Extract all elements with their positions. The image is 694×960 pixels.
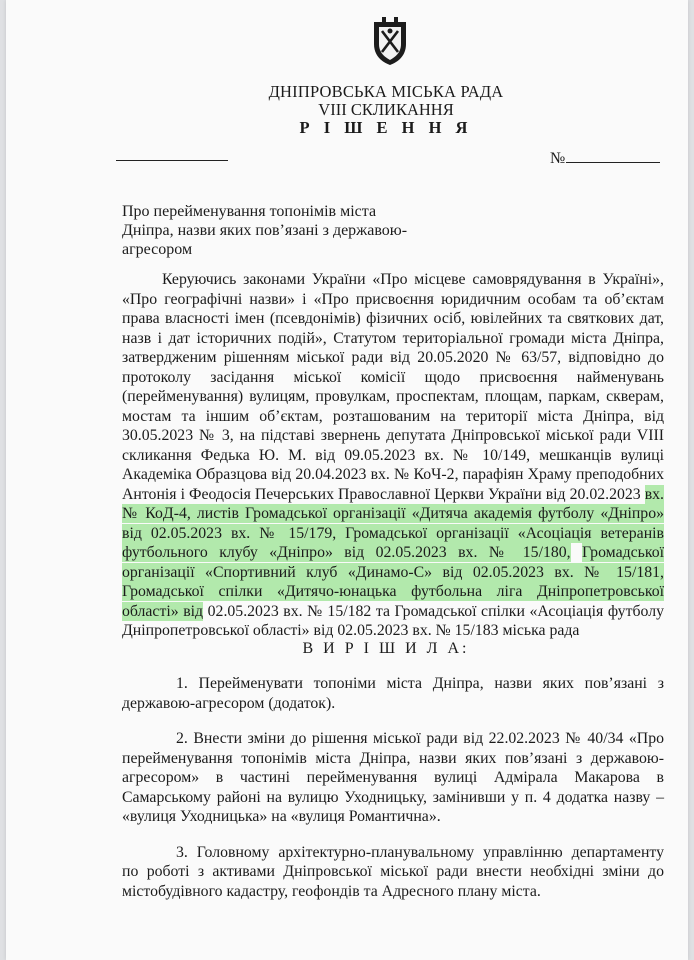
- resolved-heading: В И Р І Ш И Л А:: [302, 640, 470, 657]
- document-type: Р І Ш Е Н Н Я: [299, 118, 473, 137]
- number-label: №: [550, 150, 566, 167]
- decision-subject: Про перейменування топонімів міста Дніпра, назви яких пов’язані з державою-агресором: [122, 203, 408, 258]
- convocation: VIII СКЛИКАННЯ: [318, 100, 454, 119]
- decision-item: 2. Внести зміни до рішення міської ради від 22.02.2023 № 40/34 «Про перейменування топонімів міста Дніпра, назви яких пов’язані з державою-агресором» в частині перейменування вулиці Адмірала Макарова в Самарському районі на вулицю Уходницьку, замінивши у п. 4 додатка назву – «вулиця Уходницька» на «вулиця Романтична».: [122, 730, 664, 825]
- preamble-text: Керуючись законами України «Про місцеве самоврядування в Україні», «Про географічні назви» і «Про присвоєння юридичним особам та об’єктам права власності імен (псевдонімів) фізичних осіб, ювілейних та святкових дат, назв і дат історичних подій», Статутом територіальної громади міста Дніпра, затвердженим рішенням міської ради від 20.05.2020 № 63/57, відповідно до протоколу засідання міської комісії щодо присвоєння найменувань (перейменування) вулицям, провулкам, проспектам, площам, паркам, скверам, мостам та іншим об’єктам, розташованим на території міста Дніпра, від 30.05.2023 № 3, на підставі звернень депутата Дніпровської міської ради VIII скликання Федька Ю. М. від 09.05.2023 вх. № 10/149, мешканців вулиці Академіка Образцова від 20.04.2023 вх. № КоЧ-2, парафіян Храму преподобних Антонія і Феодосія Печерських Православної Церкви України від 20.02.2023: [122, 271, 664, 503]
- decision-item: 3. Головному архітектурно-планувальному управлінню департаменту по роботі з активами Дніпровської міської ради внести необхідні зміни до містобудівного кадастру, геофондів та Адресного плану міста.: [122, 843, 664, 900]
- number-blank-line: [566, 162, 660, 163]
- date-blank-line: [116, 160, 228, 161]
- preamble: [122, 270, 664, 641]
- decision-items: [122, 674, 664, 917]
- highlighted-text: вх. № КоД-4, листів Громадської організації «Дитяча академія футболу «Дніпро» від 02.05.2023 вх. № 15/179, Громадської організації «Асоціація ветеранів футбольного клубу «Дніпро» від 02.05.2023 вх. № 15/180,: [122, 485, 664, 561]
- city-emblem-icon: [368, 14, 412, 66]
- document-page: [6, 0, 688, 960]
- decision-item: 1. Перейменувати топоніми міста Дніпра, назви яких пов’язані з державою-агресором (додаток).: [122, 675, 664, 712]
- preamble-text: 02.05.2023 вх. № 15/182 та Громадської спілки «Асоціація футболу Дніпропетровської області» від 02.05.2023 вх. № 15/183 міська рада: [122, 602, 664, 639]
- council-name: ДНІПРОВСЬКА МІСЬКА РАДА: [268, 82, 504, 101]
- highlighted-text: Громадської організації «Спортивний клуб «Динамо-С» від 02.05.2023 вх. № 15/181, Громадської спілки «Дитячо-юнацька футбольна ліга Дніпропетровської області» від: [122, 544, 664, 620]
